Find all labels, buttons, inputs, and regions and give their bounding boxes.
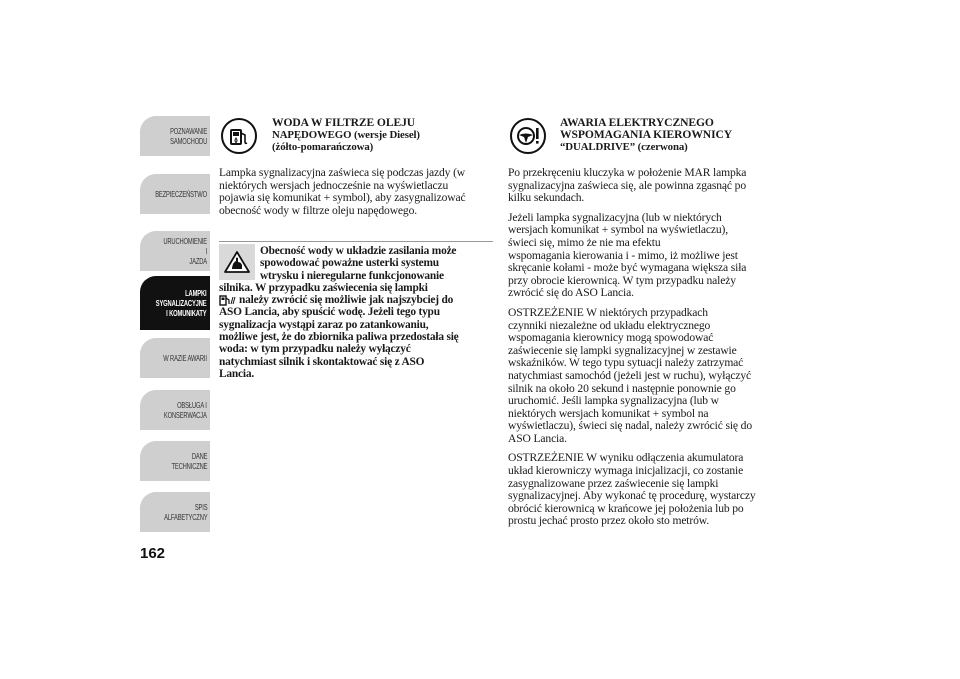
warning-line: wtrysku i nieregularne funkcjonowanie bbox=[260, 269, 444, 282]
heading-line: (żółto-pomarańczowa) bbox=[272, 141, 374, 153]
body-line: obecność wody w filtrze oleju napędowego. bbox=[219, 203, 417, 217]
body-line: pojawia się komunikat + symbol), aby zasygnalizować bbox=[219, 191, 466, 205]
body-line: sygnalizacyjna zaświeca się, ale powinna zgasnąć po bbox=[508, 178, 746, 192]
paragraph bbox=[508, 212, 790, 300]
body-line: wyświetlaczu), świeci się nadal, należy zwrócić się do bbox=[508, 419, 752, 433]
heading-line: “DUALDRIVE” (czerwona) bbox=[560, 141, 688, 153]
body-line: natychmiast samochód (jeżeli jest w ruchu), wyłączyć bbox=[508, 368, 751, 382]
body-line: obrócić kierownicą w krańcowe jej położenia lub po bbox=[508, 501, 744, 515]
body-line: Lampka sygnalizacyjna zaświeca się podczas jazdy (w bbox=[219, 166, 466, 179]
tab-dane-techniczne[interactable] bbox=[140, 441, 210, 481]
heading-line: NAPĘDOWEGO (wersje Diesel) bbox=[272, 129, 420, 141]
body-line: wspomagania kierownicy mogą spowodować bbox=[508, 331, 714, 345]
tab-label-line: KONSERWACJA bbox=[164, 410, 207, 420]
tab-label-line: LAMPKI bbox=[185, 288, 207, 298]
body-line: zaświecenie się lampki sygnalizacyjnej w zestawie bbox=[508, 343, 737, 357]
tab-lampki-sygnalizacyjne-active[interactable] bbox=[140, 276, 210, 330]
tab-label-line: URUCHOMIENIE I bbox=[163, 236, 207, 256]
paragraph bbox=[508, 167, 790, 205]
section-heading-water-in-fuel-filter bbox=[272, 117, 420, 153]
warning-line: silnika. W przypadku zaświecenia się lampki bbox=[219, 281, 428, 294]
tab-label-line: W RAZIE AWARII bbox=[163, 353, 207, 363]
tab-label-line: I KOMUNIKATY bbox=[166, 308, 207, 318]
tab-uruchomienie-i-jazda[interactable] bbox=[140, 231, 210, 271]
body-line: niektórych wersjach jednocześnie na wyświetlaczu bbox=[219, 178, 449, 192]
paragraph bbox=[508, 452, 790, 528]
tab-label-line: SPIS bbox=[194, 502, 207, 512]
body-line: skręcanie kołami - może być wymagana większa siła bbox=[508, 261, 747, 275]
body-line: Jeżeli lampka sygnalizacyjna (lub w niektórych bbox=[508, 210, 722, 224]
heading-line: WODA W FILTRZE OLEJU bbox=[272, 116, 416, 129]
tab-label-line: OBSŁUGA I bbox=[177, 400, 207, 410]
body-line: układ kierowniczy wymaga inicjalizacji, co zostanie bbox=[508, 464, 744, 478]
body-line: czynniki niezależne od układu elektrycznego bbox=[508, 318, 711, 332]
tab-label-line: SYGNALIZACYJNE bbox=[156, 298, 207, 308]
tab-label-line: TECHNICZNE bbox=[171, 461, 207, 471]
steering-warning-icon bbox=[510, 118, 546, 154]
body-text-power-steering bbox=[508, 167, 790, 535]
body-line: zasygnalizowane przez zaświecenie się lampki bbox=[508, 476, 719, 490]
body-line: ASO Lancia. bbox=[508, 431, 567, 445]
warning-line: możliwe jest, że do zbiornika paliwa przedostała się bbox=[219, 331, 459, 344]
body-line: zwrócić się do ASO Lancia. bbox=[508, 286, 634, 300]
body-line: świeci się, mimo że nie ma efektu bbox=[508, 235, 661, 249]
body-line: uruchomić. Jeśli lampka sygnalizacyjna (lub w bbox=[508, 394, 719, 408]
tab-label-line: BEZPIECZEŃSTWO bbox=[155, 189, 207, 199]
fuel-filter-water-inline-icon bbox=[219, 294, 237, 306]
body-line: wskaźników. W tego typu sytuacji należy zatrzymać bbox=[508, 356, 744, 370]
tab-label-line: SAMOCHODU bbox=[169, 136, 207, 146]
body-line: przy obrocie kierownicą. W tym przypadku należy bbox=[508, 273, 736, 287]
tab-w-razie-awarii[interactable] bbox=[140, 338, 210, 378]
warning-line: sygnalizacja wystąpi zaraz po zatankowaniu, bbox=[219, 318, 429, 331]
heading-line: AWARIA ELEKTRYCZNEGO bbox=[560, 116, 714, 129]
warning-line: Lancia. bbox=[219, 367, 254, 380]
warning-line: spowodować poważne usterki systemu bbox=[260, 257, 439, 270]
warning-line-text: należy zwrócić się możliwie jak najszybciej do bbox=[239, 294, 454, 307]
tab-label-line: DANE bbox=[191, 451, 207, 461]
section-heading-power-steering-fault bbox=[560, 117, 732, 153]
body-line: niektórych wersjach komunikat + symbol na bbox=[508, 406, 709, 420]
body-line: OSTRZEŻENIE W wyniku odłączenia akumulatora bbox=[508, 451, 744, 465]
tab-spis-alfabetyczny[interactable] bbox=[140, 492, 210, 532]
warning-line: Obecność wody w układzie zasilania może bbox=[260, 245, 457, 257]
tab-label-line: ALFABETYCZNY bbox=[163, 512, 207, 522]
page-number: 162 bbox=[140, 545, 166, 562]
warning-line-with-icon bbox=[219, 294, 491, 306]
tab-obsluga-i-konserwacja[interactable] bbox=[140, 390, 210, 430]
body-line: Po przekręceniu kluczyka w położenie MAR lampka bbox=[508, 166, 747, 179]
body-line: sygnalizacyjnej. Aby wykonać tę procedurę, wystarczy bbox=[508, 489, 756, 503]
tab-label-line: JAZDA bbox=[189, 256, 207, 266]
tab-poznawanie-samochodu[interactable] bbox=[140, 116, 210, 156]
body-line: wersjach komunikat + symbol na wyświetlaczu), bbox=[508, 223, 729, 237]
paragraph bbox=[508, 307, 790, 446]
warning-line: natychmiast silnik i skontaktować się z ASO bbox=[219, 355, 425, 368]
body-line: silnik na około 20 sekund i następnie ponownie go bbox=[508, 381, 736, 395]
body-line: kilku sekundach. bbox=[508, 191, 585, 205]
warning-line: ASO Lancia, aby spuścić wodę. Jeżeli tego typu bbox=[219, 306, 440, 319]
body-text-water-in-fuel bbox=[219, 167, 495, 217]
heading-line: WSPOMAGANIA KIEROWNICY bbox=[560, 128, 733, 141]
tab-label-line: POZNAWANIE bbox=[169, 126, 207, 136]
warning-text bbox=[219, 245, 491, 380]
warning-line: woda: w tym przypadku należy wyłączyć bbox=[219, 343, 411, 356]
tab-bezpieczenstwo[interactable] bbox=[140, 174, 210, 214]
body-line: OSTRZEŻENIE W niektórych przypadkach bbox=[508, 305, 708, 319]
body-line: prostu jechać prosto przez około sto metrów. bbox=[508, 514, 709, 528]
body-line: wspomagania kierowania i - mimo, iż możliwe jest bbox=[508, 248, 738, 262]
fuel-filter-water-icon bbox=[221, 118, 257, 154]
warning-divider bbox=[219, 241, 493, 242]
